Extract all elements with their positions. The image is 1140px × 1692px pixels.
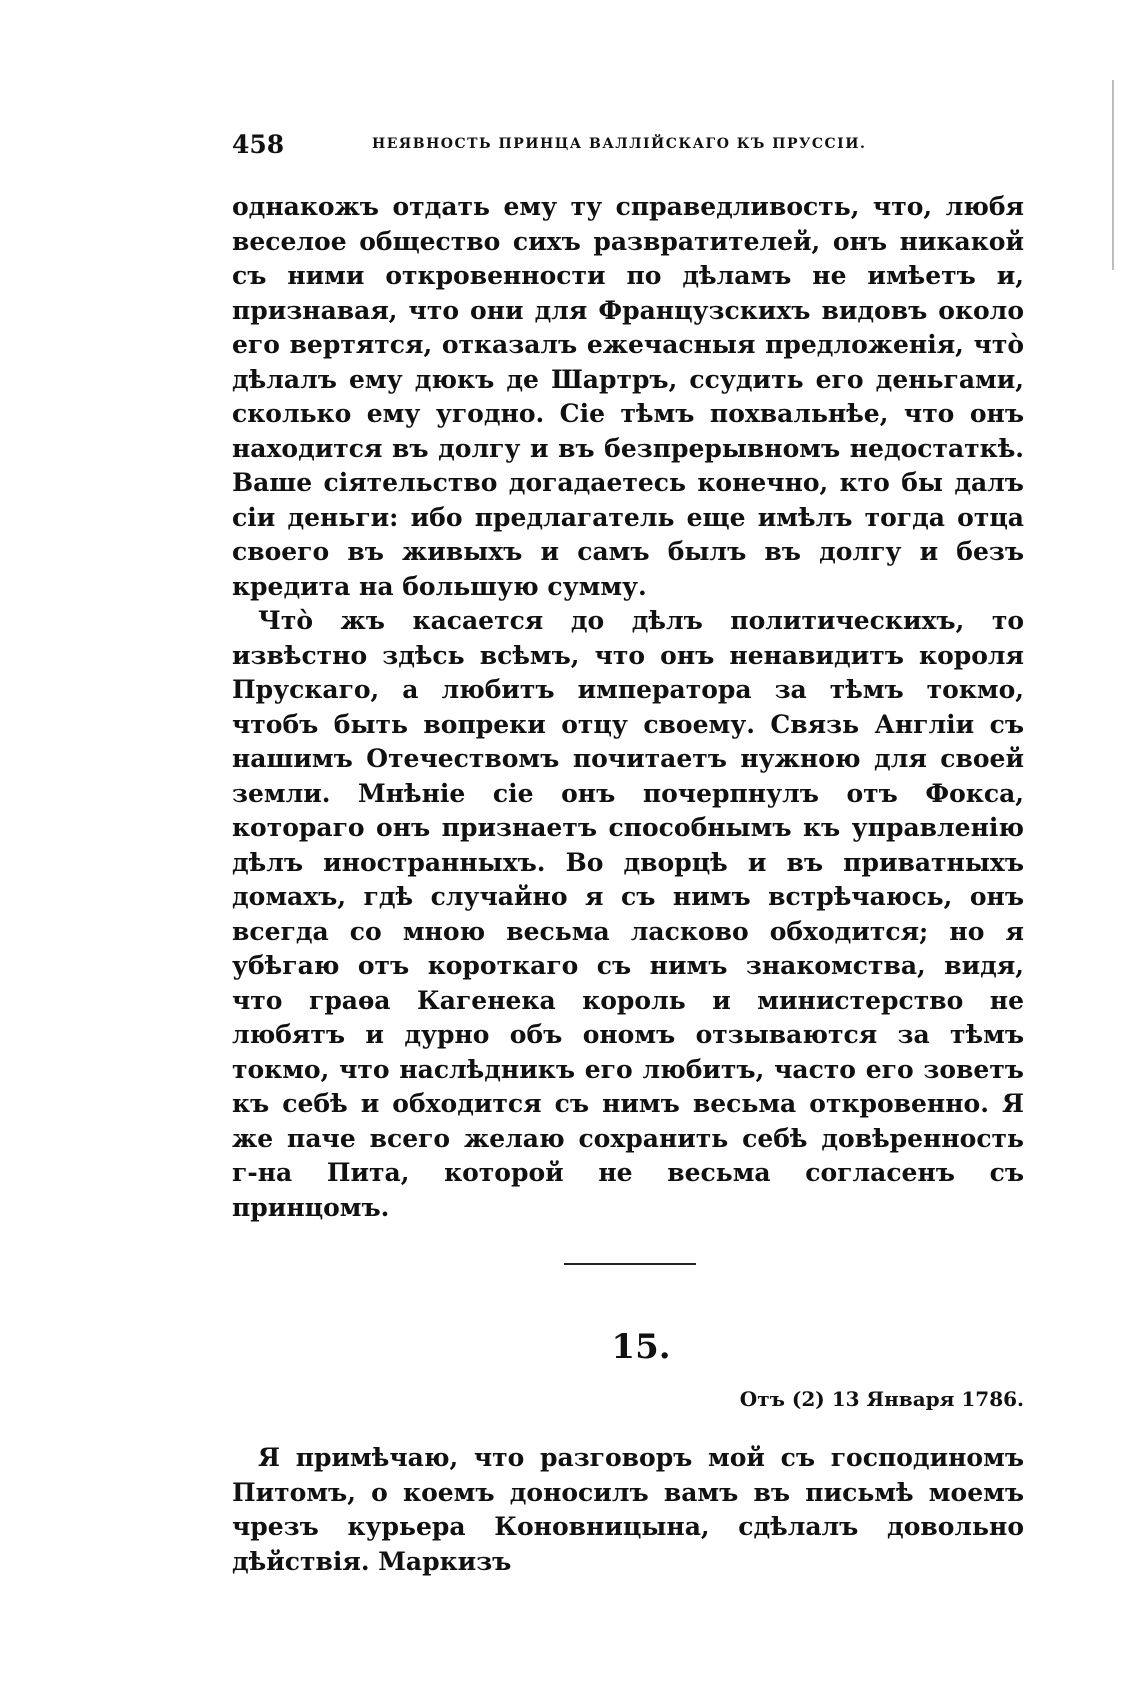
page (232, 130, 1024, 1579)
section-number: 15. (611, 1327, 671, 1367)
page-number: 458 (232, 130, 285, 159)
letter-dateline: Отъ (2) 13 Января 1786. (739, 1387, 1024, 1411)
running-title: НЕЯВНОСТЬ ПРИНЦА ВАЛЛІЙСКАГО КЪ ПРУССІИ. (372, 136, 867, 152)
scan-edge-line (1112, 80, 1114, 270)
section-divider (564, 1263, 696, 1265)
paragraph-continuation: однакожъ отдать ему ту справедливость, что, любя веселое общество сихъ развратителей, онъ никакой съ ними откровенности по дѣламъ не имѣетъ и, признавая, что они для Французскихъ видовъ около его вертятся, отказалъ ежечасныя предложенія, что̀ дѣлалъ ему дюкъ де Шартръ, ссудить его деньгами, сколько ему угодно. Сіе тѣмъ похвальнѣе, что онъ находится въ долгу и въ безпрерывномъ недостаткѣ. Ваше сіятельство догадаетесь конечно, кто бы далъ сіи деньги: ибо предлагатель еще имѣлъ тогда отца своего въ живыхъ и самъ былъ въ долгу и безъ кредита на большую сумму. (232, 192, 1024, 601)
paragraph-politics: Что̀ жъ касается до дѣлъ политическихъ, то извѣстно здѣсь всѣмъ, что онъ ненавидитъ короля Прускаго, а любитъ императора за тѣмъ токмо, чтобъ быть вопреки отцу своему. Связь Англіи съ нашимъ Отечествомъ почитаетъ нужною для своей земли. Мнѣніе сіе онъ почерпнулъ отъ Фокса, котораго онъ признаетъ способнымъ къ управленію дѣлъ иностранныхъ. Во дворцѣ и въ приватныхъ домахъ, гдѣ случайно я съ нимъ встрѣчаюсь, онъ всегда со мною весьма ласково обходится; но я убѣгаю отъ короткаго съ нимъ знакомства, видя, что граѳа Кагенека король и министерство не любятъ и дурно объ ономъ отзываются за тѣмъ токмо, что наслѣдникъ его любитъ, часто его зоветъ къ себѣ и обходится съ нимъ весьма откровенно. Я же паче всего желаю сохранить себѣ довѣренность г-на Пита, которой не весьма согласенъ съ принцомъ. (232, 606, 1024, 1222)
letter-paragraph: Я примѣчаю, что разговоръ мой съ господиномъ Питомъ, о коемъ доносилъ вамъ въ письмѣ моемъ чрезъ курьера Коновницына, сдѣлалъ довольно дѣйствія. Маркизъ (232, 1443, 1024, 1576)
running-head (232, 130, 1024, 164)
